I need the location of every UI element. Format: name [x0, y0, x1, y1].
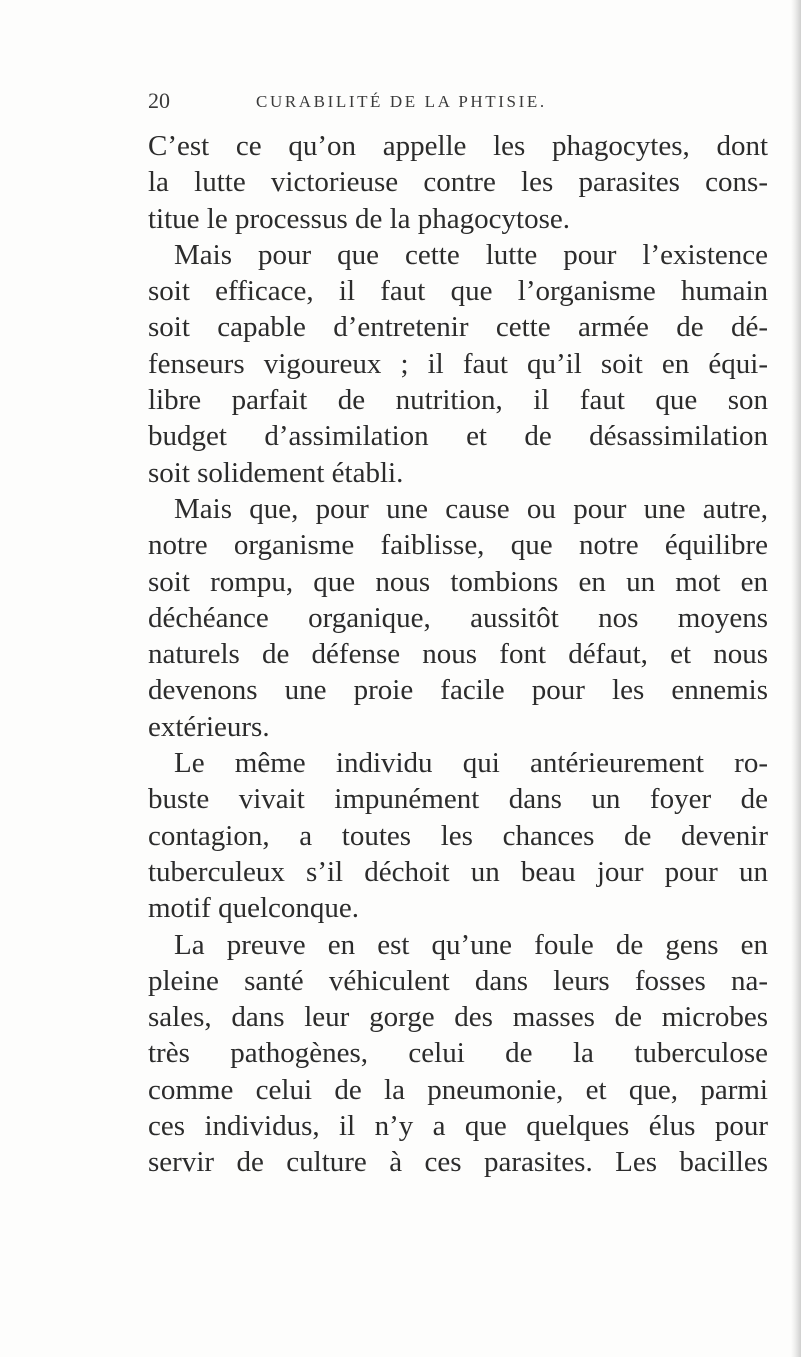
- text-line: soit efficace, il faut que l’organisme humain: [148, 275, 768, 308]
- text-line: buste vivait impunément dans un foyer de: [148, 783, 768, 816]
- text-line: déchéance organique, aussitôt nos moyens: [148, 601, 768, 634]
- text-line: extérieurs.: [148, 710, 270, 743]
- body-text: [148, 128, 768, 1181]
- text-line: notre organisme faiblisse, que notre équilibre: [148, 529, 768, 562]
- text-line: soit capable d’entretenir cette armée de dé-: [148, 311, 768, 344]
- text-line: Le même individu qui antérieurement ro-: [174, 747, 768, 780]
- text-line: pleine santé véhiculent dans leurs fosses na-: [148, 964, 768, 997]
- text-line: comme celui de la pneumonie, et que, parmi: [148, 1073, 768, 1106]
- text-line: sales, dans leur gorge des masses de microbes: [148, 1001, 768, 1034]
- text-line: titue le processus de la phagocytose.: [148, 202, 570, 235]
- text-line: fenseurs vigoureux ; il faut qu’il soit en équi-: [148, 347, 768, 380]
- running-head: [148, 88, 768, 118]
- text-line: la lutte victorieuse contre les parasites cons-: [148, 166, 768, 199]
- text-line: Mais pour que cette lutte pour l’existence: [174, 238, 768, 271]
- text-line: La preuve en est qu’une foule de gens en: [174, 928, 768, 961]
- text-line: Mais que, pour une cause ou pour une autre,: [174, 492, 768, 525]
- text-line: libre parfait de nutrition, il faut que son: [148, 384, 768, 417]
- text-line: budget d’assimilation et de désassimilation: [148, 420, 768, 453]
- running-head-title: CURABILITÉ DE LA PHTISIE.: [256, 92, 547, 111]
- text-line: ces individus, il n’y a que quelques élus pour: [148, 1110, 768, 1143]
- text-line: C’est ce qu’on appelle les phagocytes, dont: [148, 130, 768, 162]
- text-line: naturels de défense nous font défaut, et nous: [148, 638, 768, 671]
- text-line: motif quelconque.: [148, 892, 360, 925]
- text-line: servir de culture à ces parasites. Les bacilles: [148, 1146, 768, 1179]
- text-line: soit rompu, que nous tombions en un mot en: [148, 565, 768, 598]
- text-line: tuberculeux s’il déchoit un beau jour pour un: [148, 855, 768, 888]
- text-line: soit solidement établi.: [148, 456, 404, 489]
- page-edge-shadow: [791, 0, 801, 1357]
- text-line: devenons une proie facile pour les ennemis: [148, 674, 768, 707]
- text-line: contagion, a toutes les chances de devenir: [148, 819, 768, 852]
- page-number: 20: [148, 88, 170, 113]
- text-line: très pathogènes, celui de la tuberculose: [148, 1037, 768, 1070]
